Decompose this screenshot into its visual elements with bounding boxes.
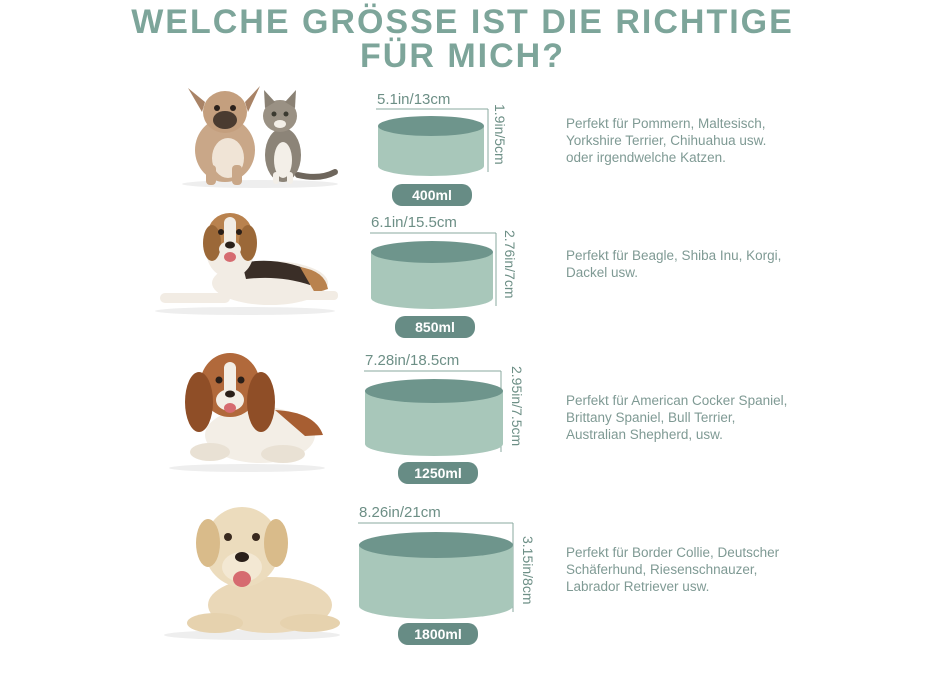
beagle-image	[150, 205, 340, 317]
bowl-1-height: 1.9in/5cm	[492, 104, 508, 165]
labrador-image	[160, 495, 345, 643]
bowl-4-description: Perfekt für Border Collie, Deutscher Schäferhund, Riesenschnauzer, Labrador Retriever usw.	[566, 545, 780, 594]
cocker-spaniel-image	[165, 340, 330, 475]
bowl-1-volume-badge: 400ml	[392, 184, 472, 206]
bowl-4-volume-badge: 1800ml	[398, 623, 478, 645]
bowl-2-diameter: 6.1in/15.5cm	[371, 214, 457, 231]
french-bulldog-and-kitten-image	[180, 80, 340, 190]
bowl-2-volume-badge: 850ml	[395, 316, 475, 338]
bowl-2-height: 2.76in/7cm	[502, 230, 518, 299]
bowl-4-diagram	[354, 522, 520, 622]
bowl-3-diagram	[360, 370, 508, 460]
bowl-4-height: 3.15in/8cm	[520, 536, 536, 605]
bowl-3-height: 2.95in/7.5cm	[509, 366, 525, 447]
bowl-2-description: Perfekt für Beagle, Shiba Inu, Korgi, Dackel usw.	[566, 248, 782, 280]
bowl-4-diameter: 8.26in/21cm	[359, 504, 441, 521]
bowl-1-diagram	[372, 108, 492, 184]
page-title: WELCHE GRÖSSE IST DIE RICHTIGE	[131, 3, 794, 41]
bowl-1-description: Perfekt für Pommern, Maltesisch, Yorkshire Terrier, Chihuahua usw. oder irgendwelche Katzen.	[566, 116, 767, 165]
bowl-2-diagram	[366, 232, 502, 316]
bowl-3-description: Perfekt für American Cocker Spaniel, Brittany Spaniel, Bull Terrier, Australian Shepherd, usw.	[566, 393, 788, 442]
bowl-3-volume-badge: 1250ml	[398, 462, 478, 484]
bowl-3-diameter: 7.28in/18.5cm	[365, 352, 460, 369]
page-title-line-2: FÜR MICH?	[360, 37, 565, 75]
bowl-1-diameter: 5.1in/13cm	[377, 91, 451, 108]
